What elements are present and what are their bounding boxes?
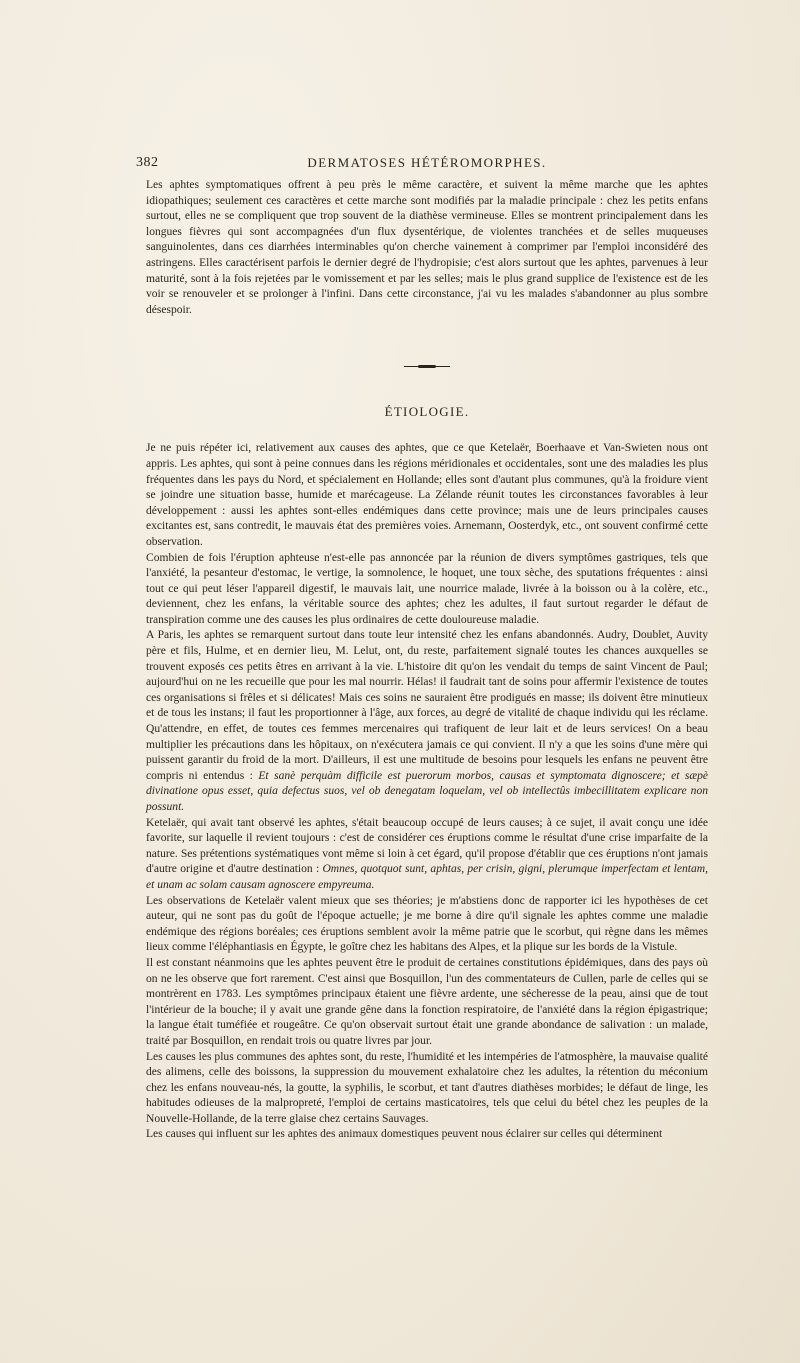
page-number: 382 — [136, 155, 159, 170]
paragraph-etiologie-1: Je ne puis répéter ici, relativement aux causes des aphtes, que ce que Ketelaër, Boerhaave et Van-Swieten nous ont appris. Les aphtes, qui sont à peine connues dans les régions méridionales et occidentales, sont une des maladies les plus fréquentes dans les pays du Nord, et spécialement en Hollande; elles sont d'autant plus communes, qu'à la froidure vient se joindre une situation basse, humide et marécageuse. La Zélande réunit toutes les circonstances favorables à leur développement : aussi les aphtes sont-elles endémiques dans cette province; mais une de leurs principales causes excitantes est, sans contredit, le mauvais état des premières voies. Arnemann, Oosterdyk, etc., ont souvent confirmé cette observation. — [146, 442, 708, 548]
etiologie-body — [146, 441, 708, 1143]
paragraph-symptomatic-aphtes: Les aphtes symptomatiques offrent à peu près le même caractère, et suivent la même marche que les aphtes idiopathiques; seulement ces caractères et cette marche sont modifiés par la maladie principale : chez les petits enfans surtout, elles ne se compliquent que trop souvent de la diathèse vermineuse. Elles se montrent principalement dans les longues fièvres qui sont accompagnées d'un flux dysentérique, de violentes tranchées et de selles muqueuses sanguinolentes, dans ces diarrhées interminables qu'on cherche vainement à comprimer par l'emploi inconsidéré des astringens. Elles caractérisent parfois le dernier degré de l'hydropisie; c'est alors surtout que les aphtes, parvenues à leur maturité, sont à la fois rejetées par le vomissement et par les selles; mais le plus grand supplice de l'existence est de les voir se renouveler et se prolonger à l'infini. Dans cette circonstance, j'ai vu les malades s'abandonner au plus sombre désespoir. — [146, 179, 708, 316]
paragraph-etiologie-3 — [146, 628, 708, 815]
latin-quote-children-diseases: Et sanè perquàm difficile est puerorum morbos, causas et symptomata dignoscere; et sæpè divinatione opus esset, quia defectus suos, vel ob denegatam loquelam, vel ob intellectûs imbecillitatem explicare non possunt. — [146, 769, 708, 813]
paragraph-etiologie-3-text: A Paris, les aphtes se remarquent surtout dans toute leur intensité chez les enfans abandonnés. Audry, Doublet, Auvity père et fils, Hulme, et en dernier lieu, M. Lelut, ont, du reste, parfaitement signalé toutes les chances auxquelles se trouvent exposés ces petits êtres en arrivant à la vie. L'histoire dit qu'on les vendait du temps de saint Vincent de Paul; aujourd'hui on ne les recueille que pour les mal nourrir. Hélas! il faudrait tant de soins pour affermir l'existence de toutes ces organisations si frêles et si délicates! Mais ces soins ne sauraient être prodigués en masse; ils doivent être minutieux et de tous les instans; il faut les proportionner à l'âge, aux forces, au degré de vitalité de chaque individu qui les réclame. Qu'attendre, en effet, de toutes ces femmes mercenaires qui trafiquent de leur lait et de leurs services! On a beau multiplier les précautions dans les hôpitaux, on n'exécutera jamais ce qui convient. Il n'y a que les soins d'une mère qui puissent garantir du froid de la mort. D'ailleurs, il est une multitude de besoins pour lesquels les enfans ne peuvent être compris ni entendus : — [146, 629, 708, 782]
paragraph-etiologie-7: Les causes les plus communes des aphtes sont, du reste, l'humidité et les intempéries de l'atmosphère, la mauvaise qualité des alimens, celle des boissons, la suppression du mouvement exhalatoire chez les adultes, la rétention du méconium chez les enfans nouveau-nés, la goutte, la syphilis, le scorbut, et tant d'autres diathèses morbides; le défaut de linge, les habitudes odieuses de la malpropreté, l'emploi de certains masticatoires, tels que celui du bétel chez les peuples de la Nouvelle-Hollande, de la terre glaise chez certains Sauvages. — [146, 1050, 708, 1125]
paragraph-etiologie-2: Combien de fois l'éruption aphteuse n'est-elle pas annoncée par la réunion de divers symptômes gastriques, tels que l'anxiété, la pesanteur d'estomac, le vertige, la somnolence, le hoquet, une toux sèche, des sputations fréquentes : ainsi tout ce qui peut léser l'appareil digestif, le mauvais lait, une nourrice malade, livrée à la boisson ou à la colère, etc., deviennent, chez les enfans, la véritable source des aphtes; chez les adultes, il faut surtout regarder le défaut de transpiration comme une des causes les plus ordinaires de cette douloureuse maladie. — [146, 551, 708, 626]
paragraph-etiologie-4 — [146, 816, 708, 894]
section-title-etiologie: ÉTIOLOGIE. — [384, 404, 470, 420]
paragraph-etiologie-8: Les causes qui influent sur les aphtes des animaux domestiques peuvent nous éclairer sur celles qui déterminent — [146, 1128, 663, 1141]
paragraph-etiologie-5: Les observations de Ketelaër valent mieux que ses théories; je m'abstiens donc de rapporter ici les hypothèses de cet auteur, qui ne sont pas du goût de l'époque actuelle; je me borne à dire qu'il signale les aphtes comme une maladie endémique des régions boréales; ces éruptions semblent avoir la même patrie que le scorbut, qui règne dans les mêmes lieux comme l'éléphantiasis en Égypte, le goître chez les habitans des Alpes, et la plique sur les bords de la Vistule. — [146, 894, 708, 954]
page-content — [136, 155, 709, 1143]
intro-section — [146, 178, 708, 318]
running-head — [136, 155, 708, 175]
section-divider-rule — [404, 366, 450, 367]
paragraph-etiologie-6: Il est constant néanmoins que les aphtes peuvent être le produit de certaines constitutions épidémiques, dans des pays où on ne les observe que fort rarement. C'est ainsi que Bosquillon, l'un des commentateurs de Cullen, parle de celles qui se montrèrent en 1783. Les symptômes principaux étaient une fièvre ardente, une sécheresse de la peau, ainsi que de tout l'intérieur de la bouche; il y avait une grande gêne dans la fonction respiratoire, de l'anxiété dans la région épigastrique; la langue était tuméfiée et rougeâtre. Ce qu'on observait surtout était une grande abondance de salivation : un malade, traité par Bosquillon, en rendait trois ou quatre livres par jour. — [146, 956, 708, 1047]
running-title: DERMATOSES HÉTÉROMORPHES. — [307, 155, 547, 170]
latin-quote-ketelaer: Omnes, quotquot sunt, aphtas, per crisin, gigni, plerumque imperfectam et lentam, et unam ac solam causam agnoscere empyreuma. — [146, 863, 709, 891]
paragraph-etiologie-4-text: Ketelaër, qui avait tant observé les aphtes, s'était beaucoup occupé de leurs causes; à ce sujet, il avait conçu une idée favorite, sur laquelle il revient toujours : c'est de considérer ces éruptions comme le résultat d'une crise imparfaite de la nature. Ses prétentions systématiques vont même si loin à cet égard, qu'il propose d'établir que ces éruptions n'ont jamais d'autre origine et d'autre destination : — [146, 816, 708, 876]
